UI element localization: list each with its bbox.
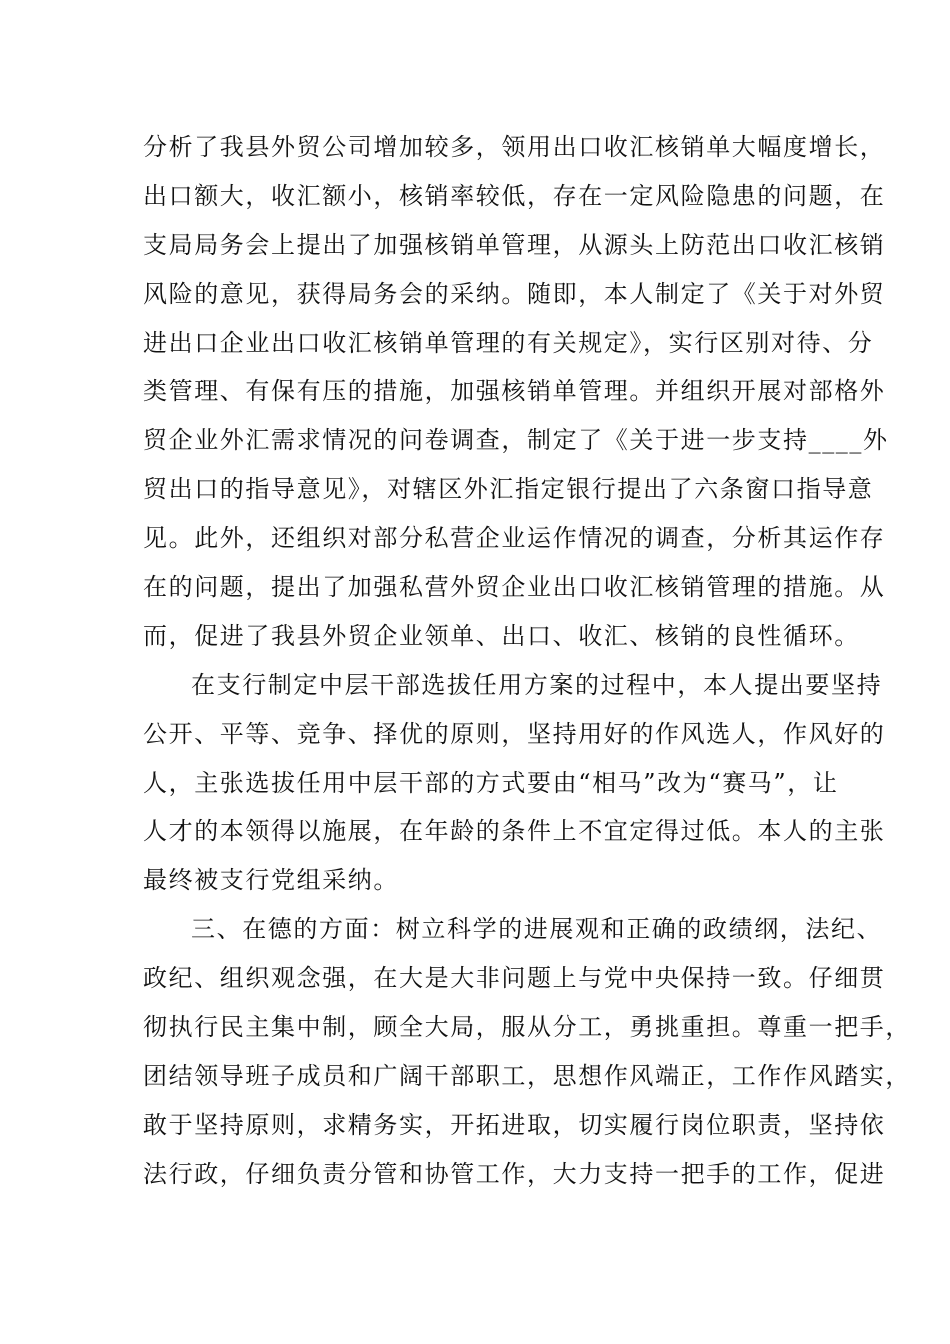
text-line: 最终被支行党组采纳。: [143, 866, 399, 895]
text-line: 类管理、有保有压的措施，加强核销单管理。并组织开展对部格外: [143, 377, 886, 406]
text-line: 彻执行民主集中制，顾全大局，服从分工，勇挑重担。尊重一把手，: [143, 1013, 911, 1042]
text-line: 人，主张选拔任用中层干部的方式要由“相马”改为“赛马”，让: [143, 768, 839, 797]
text-line: 支局局务会上提出了加强核销单管理，从源头上防范出口收汇核销: [143, 230, 886, 259]
paragraph-first-line: 在支行制定中层干部选拔任用方案的过程中，本人提出要坚持: [191, 670, 883, 699]
text-line: 团结领导班子成员和广阔干部职工，思想作风端正，工作作风踏实，: [143, 1061, 911, 1090]
text-line: 在的问题，提出了加强私营外贸企业出口收汇核销管理的措施。从: [143, 573, 886, 602]
text-line: 风险的意见，获得局务会的采纳。随即，本人制定了《关于对外贸: [143, 279, 886, 308]
text-line: 分析了我县外贸公司增加较多，领用出口收汇核销单大幅度增长，: [143, 133, 886, 161]
paragraph-first-line: 三、在德的方面：树立科学的进展观和正确的政绩纲，法纪、: [191, 915, 883, 944]
text-line: 公开、平等、竞争、择优的原则，坚持用好的作风选人，作风好的: [143, 719, 886, 748]
document-body: [143, 123, 911, 1199]
text-line: 贸出口的指导意见》，对辖区外汇指定银行提出了六条窗口指导意: [143, 475, 874, 504]
text-line: 贸企业外汇需求情况的问卷调查，制定了《关于进一步支持____外: [143, 426, 889, 455]
text-line: 而，促进了我县外贸企业领单、出口、收汇、核销的良性循环。: [143, 621, 860, 650]
text-line: 人才的本领得以施展，在年龄的条件上不宜定得过低。本人的主张: [143, 817, 886, 846]
text-line: 敢于坚持原则，求精务实，开拓进取，切实履行岗位职责，坚持依: [143, 1110, 886, 1139]
text-line: 进出口企业出口收汇核销单管理的有关规定》，实行区别对待、分: [143, 328, 874, 357]
text-line: 出口额大，收汇额小，核销率较低，存在一定风险隐患的问题，在: [143, 181, 886, 210]
text-line: 见。此外，还组织对部分私营企业运作情况的调查，分析其运作存: [143, 524, 886, 553]
text-line: 政纪、组织观念强，在大是大非问题上与党中央保持一致。仔细贯: [143, 964, 886, 993]
text-line: 法行政，仔细负责分管和协管工作，大力支持一把手的工作，促进: [143, 1159, 886, 1188]
